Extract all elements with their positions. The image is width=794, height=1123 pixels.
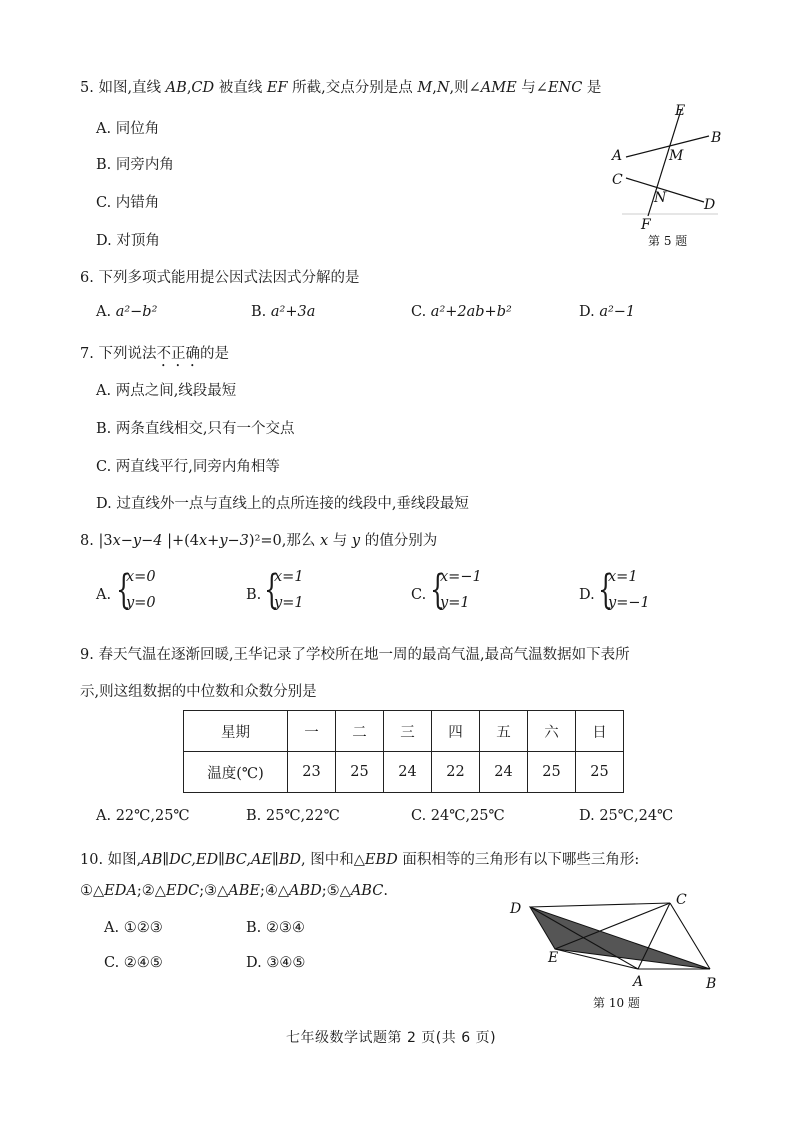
table-cell: 25 [576, 752, 624, 793]
q5-label-f: F [641, 217, 651, 233]
q5-option-b[interactable]: B. 同旁内角 [96, 157, 174, 173]
table-cell: 二 [336, 711, 384, 752]
q8-option-a-letter[interactable]: A. [96, 587, 112, 603]
table-cell: 25 [528, 752, 576, 793]
q7-emphasis: 不正确 [156, 346, 200, 362]
q10-label-d: D [510, 901, 522, 917]
q9-stem-line2: 示,则这组数据的中位数和众数分别是 [80, 684, 317, 700]
q10-option-b[interactable]: B. ②③④ [246, 920, 305, 936]
q5-label-e: E [675, 103, 686, 119]
page-footer: 七年级数学试题第 2 页(共 6 页) [286, 1030, 497, 1046]
q10-label-c: C [676, 892, 687, 908]
brace-icon: { [116, 567, 132, 613]
q5-stem: 5. 如图,直线 AB,CD 被直线 EF 所截,交点分别是点 M,N,则∠AME 与∠ENC 是 [80, 80, 602, 96]
q9-stem-line1: 9. 春天气温在逐渐回暖,王华记录了学校所在地一周的最高气温,最高气温数据如下表所 [80, 647, 630, 663]
table-cell: 四 [432, 711, 480, 752]
q8-option-b-letter[interactable]: B. [246, 587, 262, 603]
table-cell: 22 [432, 752, 480, 793]
q5-caption: 第 5 题 [648, 234, 688, 248]
table-cell: 日 [576, 711, 624, 752]
q8-stem: 8. |3x−y−4 |+(4x+y−3)²=0,那么 x 与 y 的值分别为 [80, 533, 438, 549]
q10-option-a[interactable]: A. ①②③ [104, 920, 163, 936]
q6-option-a[interactable]: A. a²−b² [96, 304, 158, 320]
q9-option-c[interactable]: C. 24℃,25℃ [411, 808, 505, 824]
q8-option-d-letter[interactable]: D. [579, 587, 595, 603]
q10-triangle-list: ①△EDA;②△EDC;③△ABE;④△ABD;⑤△ABC. [80, 883, 388, 899]
table-row [184, 752, 624, 793]
q5-label-n: N [654, 190, 667, 206]
q7-stem: 7. 下列说法不正确的是 [80, 346, 229, 362]
q5-label-m: M [669, 148, 684, 164]
q7-option-b[interactable]: B. 两条直线相交,只有一个交点 [96, 421, 295, 437]
q6-stem: 6. 下列多项式能用提公因式法因式分解的是 [80, 270, 360, 286]
q6-option-c[interactable]: C. a²+2ab+b² [411, 304, 512, 320]
q5-option-c[interactable]: C. 内错角 [96, 195, 160, 211]
q7-option-a[interactable]: A. 两点之间,线段最短 [96, 383, 237, 399]
table-cell: 五 [480, 711, 528, 752]
q10-option-d[interactable]: D. ③④⑤ [246, 955, 306, 971]
q6-option-d[interactable]: D. a²−1 [579, 304, 636, 320]
q9-option-d[interactable]: D. 25℃,24℃ [579, 808, 674, 824]
q10-option-c[interactable]: C. ②④⑤ [104, 955, 163, 971]
q5-figure [600, 98, 730, 250]
q8-option-c-letter[interactable]: C. [411, 587, 427, 603]
table-cell: 24 [480, 752, 528, 793]
q10-segment-dc [530, 903, 670, 907]
q5-label-b: B [711, 130, 722, 146]
table-cell: 六 [528, 711, 576, 752]
q5-label-d: D [704, 197, 716, 213]
table-cell: 24 [384, 752, 432, 793]
q8-option-c-system[interactable]: { x=−1 y=1 [430, 567, 482, 613]
q9-option-b[interactable]: B. 25℃,22℃ [246, 808, 340, 824]
q10-label-a: A [633, 974, 644, 990]
q9-option-a[interactable]: A. 22℃,25℃ [96, 808, 190, 824]
q5-label-c: C [612, 172, 623, 188]
q8-option-a-system[interactable]: { x=0 y=0 [116, 567, 156, 613]
table-cell: 三 [384, 711, 432, 752]
temperature-table [183, 710, 624, 793]
brace-icon: { [430, 567, 446, 613]
table-cell: 温度(℃) [184, 752, 288, 793]
table-cell: 一 [288, 711, 336, 752]
q8-option-d-system[interactable]: { x=1 y=−1 [598, 567, 650, 613]
q7-option-d[interactable]: D. 过直线外一点与直线上的点所连接的线段中,垂线段最短 [96, 496, 469, 512]
q8-option-b-system[interactable]: { x=1 y=1 [264, 567, 304, 613]
table-cell: 25 [336, 752, 384, 793]
q10-stem: 10. 如图,AB∥DC,ED∥BC,AE∥BD, 图中和△EBD 面积相等的三角形有以下哪些三角形: [80, 852, 640, 868]
brace-icon: { [598, 567, 614, 613]
q5-option-a[interactable]: A. 同位角 [96, 121, 160, 137]
q7-option-c[interactable]: C. 两直线平行,同旁内角相等 [96, 459, 280, 475]
table-cell: 23 [288, 752, 336, 793]
q5-option-d[interactable]: D. 对顶角 [96, 233, 160, 249]
q10-label-e: E [548, 950, 559, 966]
table-cell: 星期 [184, 711, 288, 752]
q5-label-a: A [612, 148, 623, 164]
q10-label-b: B [706, 976, 717, 992]
q6-option-b[interactable]: B. a²+3a [251, 304, 316, 320]
brace-icon: { [264, 567, 280, 613]
q10-figure [500, 890, 730, 1020]
q10-segment-da [530, 907, 638, 969]
table-header-row [184, 711, 624, 752]
q10-caption: 第 10 题 [593, 996, 640, 1010]
